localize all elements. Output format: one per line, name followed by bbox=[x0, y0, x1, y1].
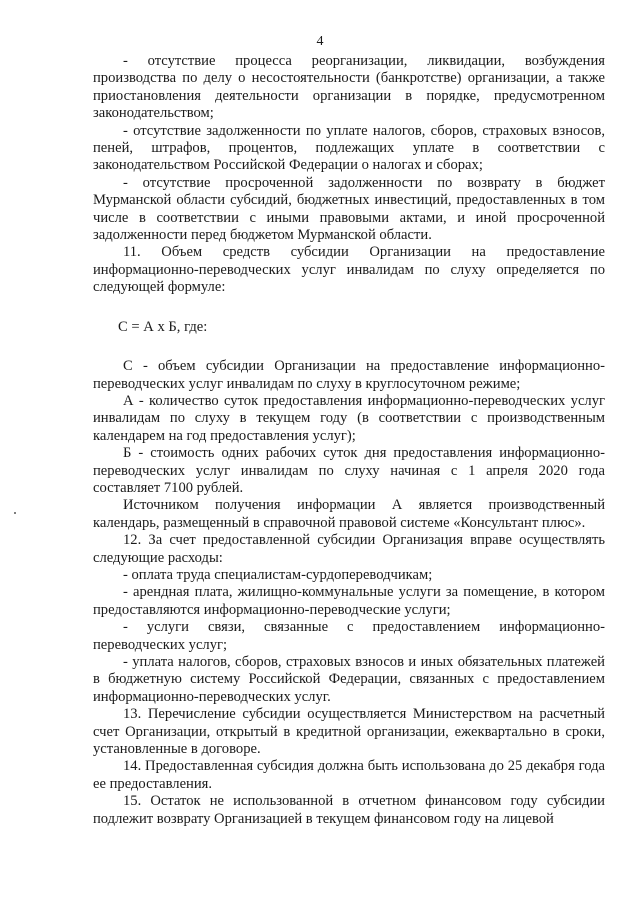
expense-rent: - арендная плата, жилищно-коммунальные услуги за помещение, в котором предоставляются информационно-переводческие услуги; bbox=[93, 584, 605, 618]
definition-a: А - количество суток предоставления информационно-переводческих услуг инвалидам по слуху в текущем году (в соответствии с производственным календарем на год предоставления услуг); bbox=[93, 392, 605, 444]
paragraph-clause-13: 13. Перечисление субсидии осуществляется Министерством на расчетный счет Организации, открытый в кредитной организации, ежеквартально в сроки, установленные в договоре. bbox=[93, 706, 605, 758]
definition-b: Б - стоимость одних рабочих суток дня предоставления информационно-переводческих услуг инвалидам по слуху начиная с 1 апреля 2020 года составляет 7100 рублей. bbox=[93, 445, 605, 496]
expense-taxes: - уплата налогов, сборов, страховых взносов и иных обязательных платежей в бюджетную систему Российской Федерации, связанных с предоставлением информационно-переводческих услуг. bbox=[93, 654, 605, 705]
page-number: 4 bbox=[316, 34, 324, 49]
paragraph-clause-15: 15. Остаток не использованной в отчетном финансовом году субсидии подлежит возврату Организацией в текущем финансовом году на лицевой bbox=[93, 793, 605, 827]
paragraph-clause-12: 12. За счет предоставленной субсидии Организация вправе осуществлять следующие расходы: bbox=[93, 532, 605, 566]
subsidy-formula: С = А х Б, где: bbox=[118, 318, 208, 335]
paragraph-clause-14: 14. Предоставленная субсидия должна быть использована до 25 декабря года ее предоставления. bbox=[93, 758, 605, 792]
information-source: Источником получения информации А является производственный календарь, размещенный в справочной правовой системе «Консультант плюс». bbox=[93, 497, 605, 531]
document-body bbox=[93, 53, 605, 828]
paragraph-no-reorganization: - отсутствие процесса реорганизации, ликвидации, возбуждения производства по делу о несостоятельности (банкротстве) организации, а также приостановления деятельности организации в порядке, предусмотренном законодательством; bbox=[93, 53, 605, 122]
scan-dot bbox=[14, 512, 16, 514]
definition-c: С - объем субсидии Организации на предоставление информационно-переводческих услуг инвалидам по слуху в круглосуточном режиме; bbox=[93, 358, 605, 392]
paragraph-no-overdue-debt: - отсутствие просроченной задолженности по возврату в бюджет Мурманской области субсидий, бюджетных инвестиций, предоставленных в том числе в соответствии с иными правовыми актами, и иной просроченной задолженности перед бюджетом Мурманской области. bbox=[93, 174, 605, 244]
expense-salary: - оплата труда специалистам-сурдопереводчикам; bbox=[123, 566, 433, 583]
expense-communication: - услуги связи, связанные с предоставлением информационно-переводческих услуг; bbox=[93, 619, 605, 653]
paragraph-clause-11: 11. Объем средств субсидии Организации на предоставление информационно-переводческих услуг инвалидам по слуху определяется по следующей формуле: bbox=[93, 244, 605, 296]
paragraph-no-tax-debt: - отсутствие задолженности по уплате налогов, сборов, страховых взносов, пеней, штрафов, процентов, подлежащих уплате в соответствии с законодательством Российской Федерации о налогах и сборах; bbox=[93, 122, 605, 174]
